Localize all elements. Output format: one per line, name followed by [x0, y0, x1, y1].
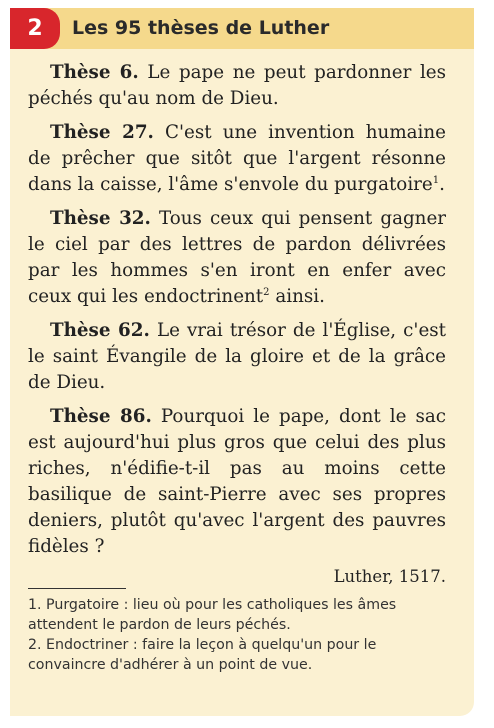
these-paragraph — [28, 206, 446, 310]
theses-text — [28, 60, 446, 590]
these-text: Le pape ne peut pardonner les péchés qu'au nom de Dieu. — [28, 62, 447, 109]
footnote-divider — [28, 588, 126, 589]
these-text: Pourquoi le pape, dont le sac est aujourd'hui plus gros que celui des plus riches, n'édifie-t-il pas au moins cette basilique de saint-Pierre avec ses propres deniers, plutôt qu'avec l'argent des pauvres fidèles ? — [28, 406, 447, 557]
these-text: C'est une invention humaine de prêcher que sitôt que l'argent résonne dans la caisse, l'âme s'envole du purgatoire — [28, 122, 446, 195]
these-paragraph — [28, 60, 446, 112]
these-paragraph — [28, 318, 446, 396]
section-number-badge: 2 — [10, 8, 60, 49]
section-header — [10, 8, 474, 49]
these-label: Thèse 86. — [50, 406, 152, 427]
these-text: Le vrai trésor de l'Église, c'est le saint Évangile de la gloire et de la grâce de Dieu. — [28, 320, 446, 393]
footnote-item: 1. Purgatoire : lieu où pour les catholiques les âmes attendent le pardon de leurs péchés. — [28, 597, 397, 633]
these-text-end: . — [439, 174, 445, 195]
footnotes — [28, 596, 448, 676]
these-paragraph — [28, 120, 446, 198]
these-label: Thèse 6. — [50, 62, 139, 83]
these-text: Tous ceux qui pensent gagner le ciel par des lettres de pardon délivrées par les hommes s'en iront en enfer avec ceux qui les endoctrinent — [28, 208, 446, 307]
these-text-end: ainsi. — [269, 286, 325, 307]
section-title: Les 95 thèses de Luther — [72, 17, 330, 39]
footnote-item: 2. Endoctriner : faire la leçon à quelqu'un pour le convaincre d'adhérer à un point de vue. — [28, 637, 377, 673]
source-attribution: Luther, 1517. — [333, 567, 446, 586]
footnote-ref: 1 — [432, 174, 440, 186]
these-label: Thèse 27. — [50, 122, 154, 143]
these-paragraph — [28, 404, 446, 560]
footnote-ref: 2 — [263, 286, 270, 298]
these-label: Thèse 32. — [50, 208, 151, 229]
these-label: Thèse 62. — [50, 320, 150, 341]
